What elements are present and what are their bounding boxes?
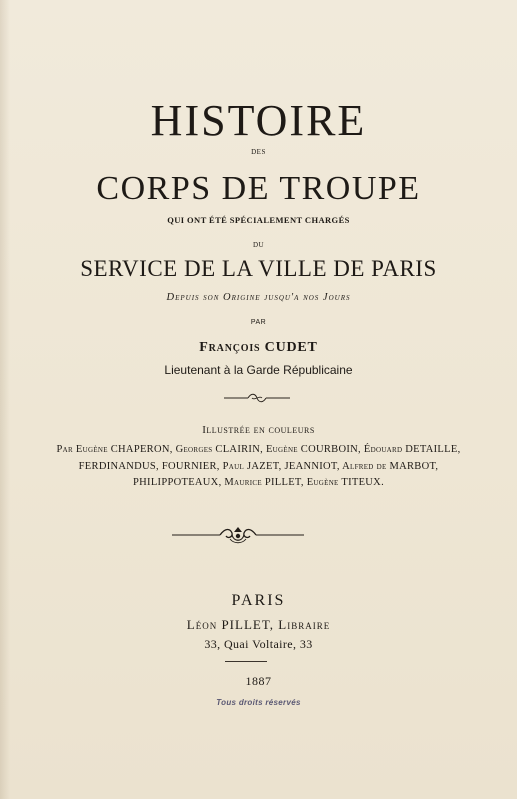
- book-title-service: SERVICE DE LA VILLE DE PARIS: [80, 256, 437, 281]
- illustrators-line-1: Par Eugène CHAPERON, Georges CLAIRIN, Eugène COURBOIN, Édouard DETAILLE,: [56, 444, 461, 455]
- author-rank: Lieutenant à la Garde Républicaine: [164, 363, 353, 377]
- connector-par: PAR: [250, 319, 267, 326]
- author-name: François CUDET: [199, 340, 318, 355]
- illustrators-line-3: PHILIPPOTEAUX, Maurice PILLET, Eugène TITEUX.: [133, 477, 384, 488]
- book-title-corps-de-troupe: CORPS DE TROUPE: [96, 170, 421, 207]
- publisher-address: 33, Quai Voltaire, 33: [204, 637, 313, 651]
- illustrators-line-2: FERDINANDUS, FOURNIER, Paul JAZET, JEANNIOT, Alfred de MARBOT,: [78, 461, 439, 472]
- illustration-note: Illustrée en couleurs: [202, 424, 315, 436]
- connector-des: DES: [251, 148, 266, 156]
- book-title-histoire: HISTOIRE: [150, 96, 367, 145]
- publisher-name: Léon PILLET, Libraire: [186, 617, 331, 632]
- rights-reserved-stamp: Tous droits réservés: [216, 698, 301, 707]
- subtitle-charges: QUI ONT ÉTÉ SPÉCIALEMENT CHARGÉS: [167, 215, 350, 225]
- publication-city: PARIS: [231, 592, 286, 609]
- subtitle-origine: Depuis son Origine jusqu'a nos Jours: [166, 292, 351, 303]
- large-scroll-divider-icon: [170, 524, 306, 546]
- small-flourish-divider-icon: [222, 392, 292, 404]
- short-rule: [225, 661, 267, 662]
- publication-year: 1887: [245, 674, 272, 688]
- connector-du: DU: [252, 241, 265, 249]
